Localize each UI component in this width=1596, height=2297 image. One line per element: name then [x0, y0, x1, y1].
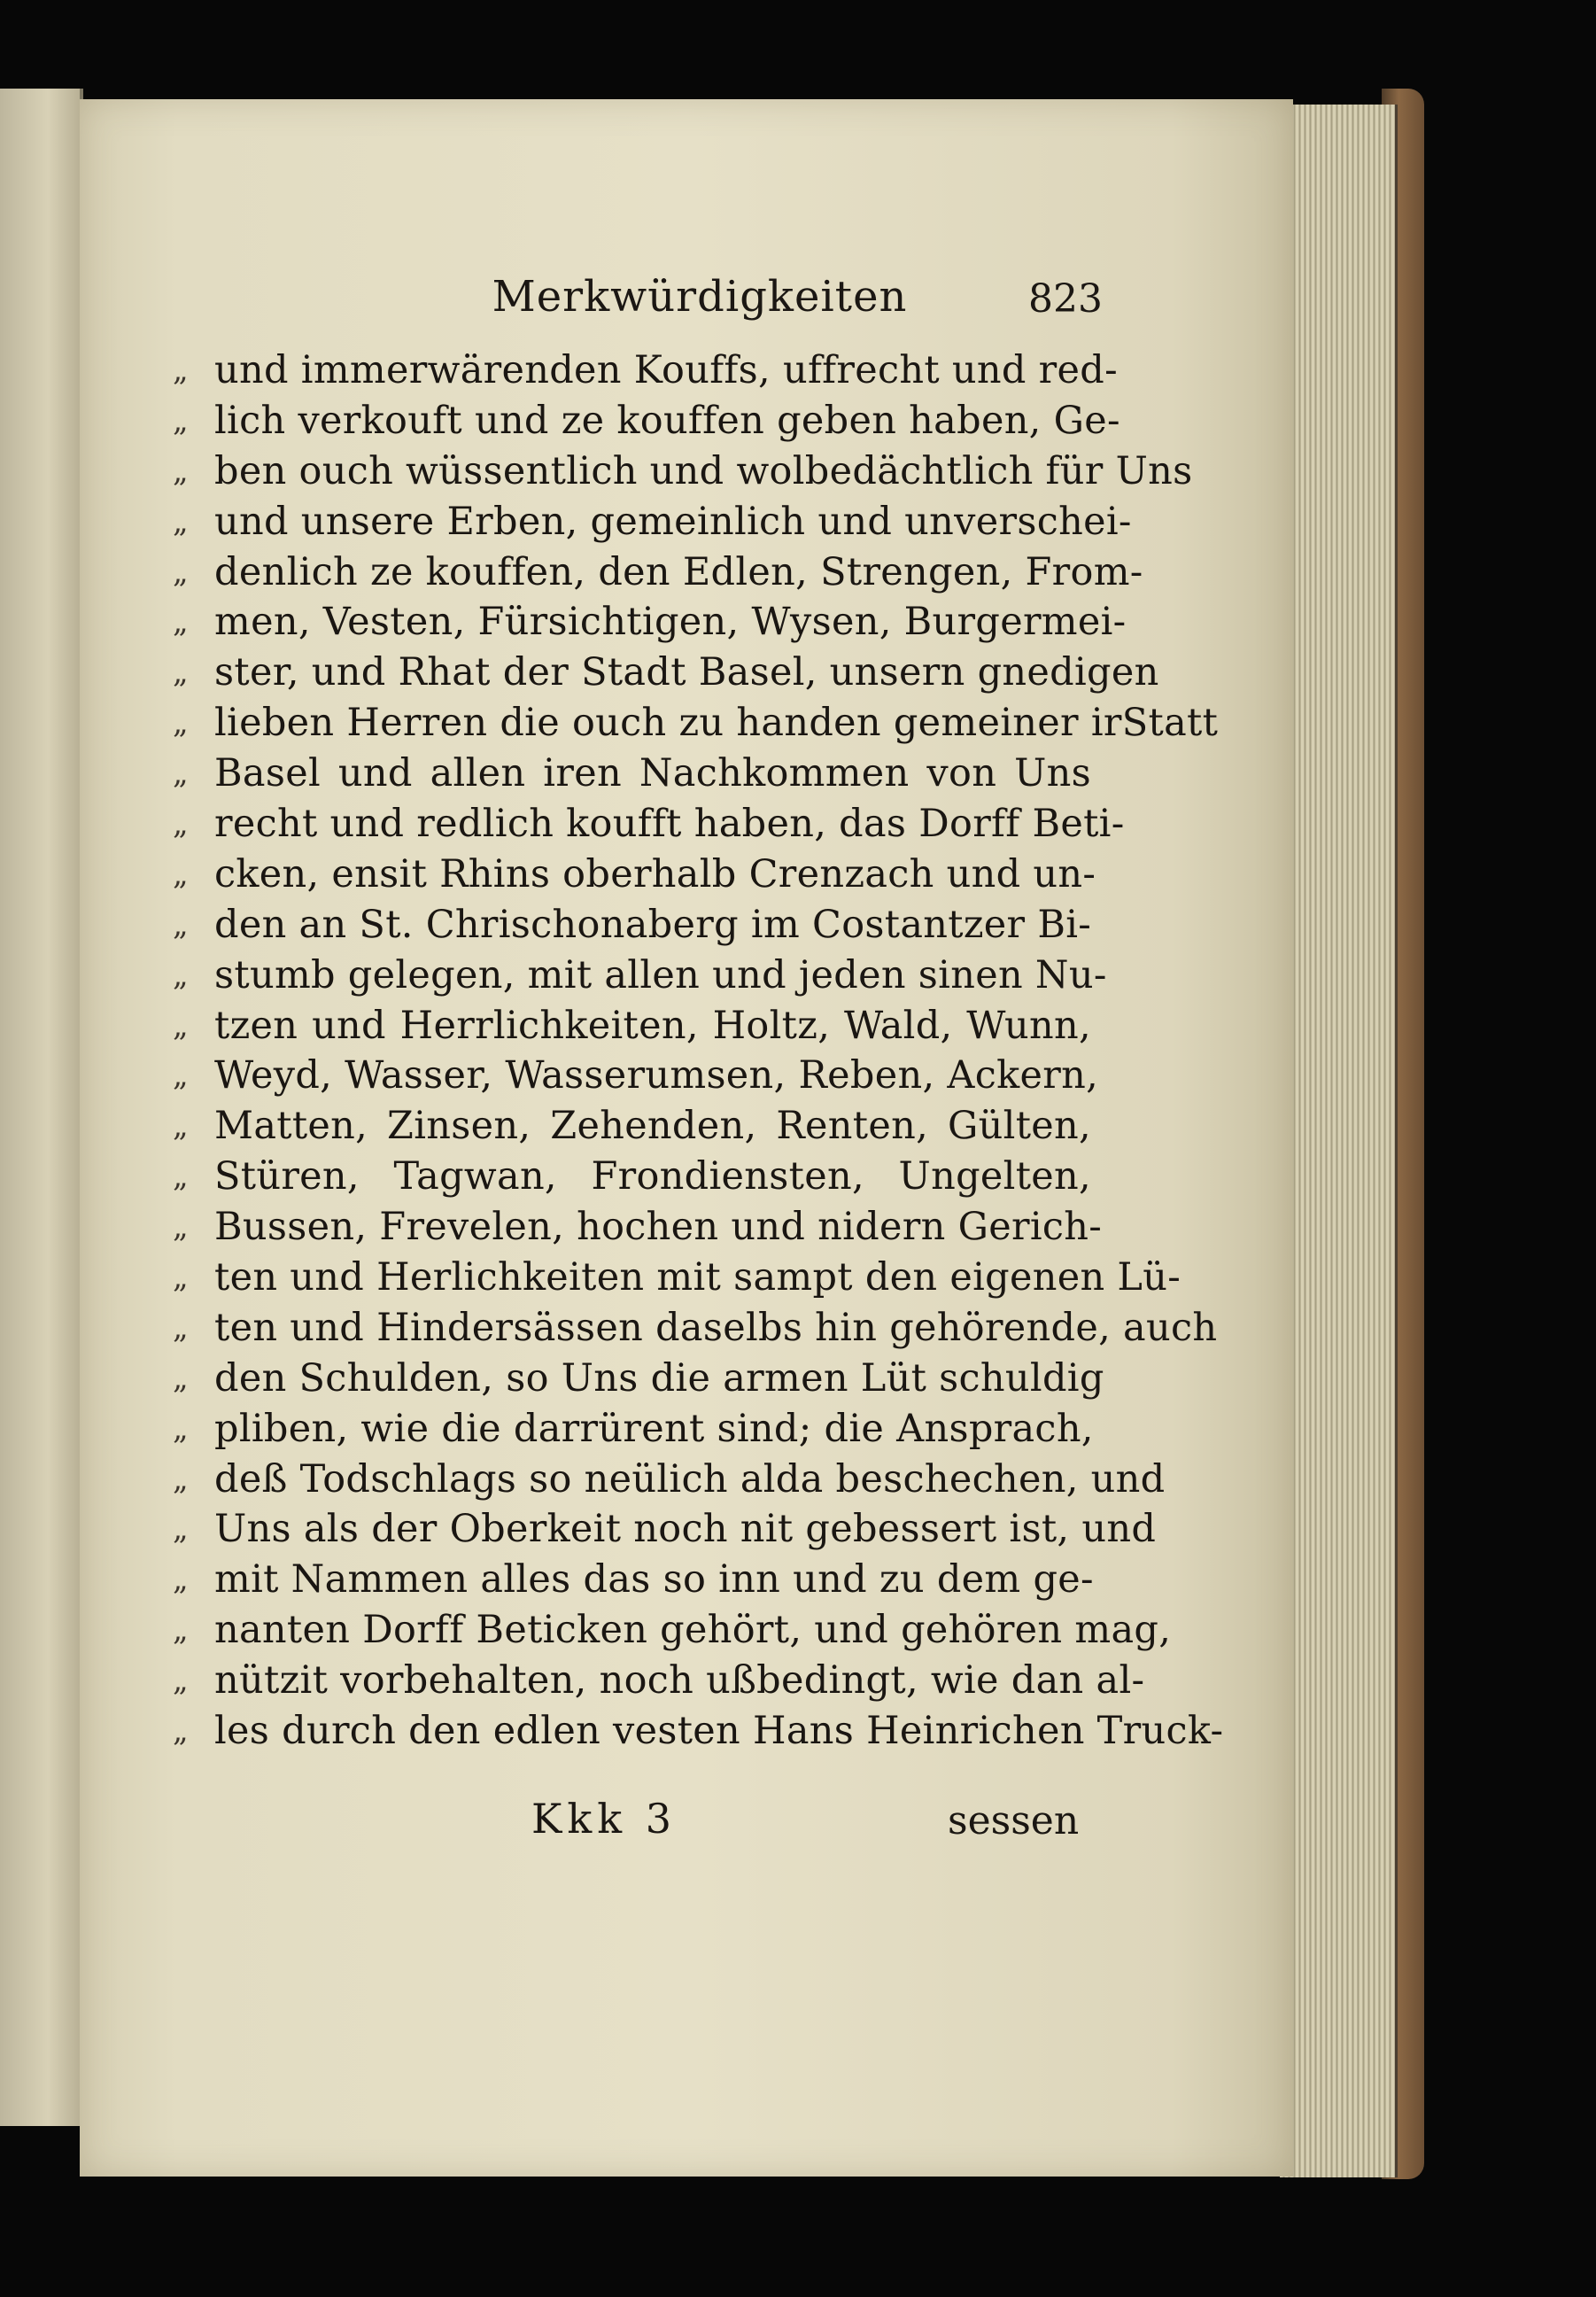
- quote-mark: „: [173, 1713, 189, 1750]
- quote-mark: „: [173, 1007, 189, 1044]
- text-line: [164, 648, 1159, 698]
- text-line: [164, 1455, 1166, 1505]
- text-line: [164, 951, 1107, 1001]
- text-line: [164, 1051, 1099, 1101]
- text-line: [164, 1152, 1089, 1202]
- signature-mark: Kkk 3: [531, 1795, 678, 1843]
- quote-mark: „: [173, 353, 189, 388]
- text-line: [164, 396, 1120, 446]
- line-text: nanten Dorff Beticken gehört, und gehören mag,: [214, 1608, 1172, 1653]
- text-line: [164, 1101, 1089, 1152]
- text-line: [164, 1354, 1104, 1404]
- line-text: Stüren, Tagwan, Frondiensten, Ungelten,: [214, 1154, 1091, 1199]
- quote-mark: „: [173, 554, 189, 590]
- quote-mark: „: [173, 1209, 189, 1246]
- quote-mark: „: [173, 1562, 189, 1598]
- line-text: deß Todschlags so neülich alda beschechen, und: [214, 1456, 1166, 1502]
- body-text: [164, 345, 1224, 1757]
- text-line: [164, 1303, 1218, 1354]
- text-line: [164, 1555, 1094, 1605]
- quote-mark: „: [173, 806, 189, 842]
- quote-mark: „: [173, 503, 189, 539]
- text-line: [164, 597, 1127, 648]
- quote-mark: „: [173, 1663, 189, 1699]
- page-number: 823: [1028, 276, 1103, 322]
- line-text: und immerwärenden Kouffs, uffrecht und red-: [214, 348, 1118, 392]
- line-text: les durch den edlen vesten Hans Heinrichen Truck-: [214, 1709, 1224, 1754]
- text-line: [164, 850, 1096, 900]
- text-line: [164, 1605, 1172, 1656]
- line-text: men, Vesten, Fürsichtigen, Wysen, Burgermei-: [214, 600, 1127, 645]
- text-line: [164, 1253, 1182, 1303]
- facing-page: [0, 89, 83, 2126]
- text-line: [164, 1202, 1103, 1253]
- line-text: ten und Hindersässen daselbs hin gehörende, auch: [214, 1305, 1218, 1350]
- page-edges: [1280, 105, 1398, 2177]
- line-text: Weyd, Wasser, Wasserumsen, Reben, Ackern,: [214, 1053, 1099, 1098]
- text-line: [164, 345, 1118, 396]
- quote-mark: „: [173, 1511, 189, 1548]
- text-line: [164, 1706, 1224, 1757]
- line-text: ben ouch wüssentlich und wolbedächtlich für Uns: [214, 448, 1193, 493]
- line-text: cken, ensit Rhins oberhalb Crenzach und un-: [214, 851, 1096, 896]
- text-line: [164, 749, 1089, 799]
- text-line: [164, 799, 1125, 850]
- quote-mark: „: [173, 1108, 189, 1145]
- line-text: Uns als der Oberkeit noch nit gebessert ist, und: [214, 1507, 1157, 1552]
- line-text: nützit vorbehalten, noch ußbedingt, wie dan al-: [214, 1658, 1145, 1703]
- text-line: [164, 446, 1193, 497]
- quote-mark: „: [173, 1410, 189, 1447]
- quote-mark: „: [173, 906, 189, 943]
- text-line: [164, 547, 1143, 598]
- text-line: [164, 1001, 1089, 1051]
- quote-mark: „: [173, 1058, 189, 1094]
- quote-mark: „: [173, 655, 189, 691]
- line-text: lich verkouft und ze kouffen geben haben, Ge-: [214, 398, 1120, 443]
- line-text: den Schulden, so Uns die armen Lüt schuldig: [214, 1355, 1104, 1401]
- line-text: stumb gelegen, mit allen und jeden sinen Nu-: [214, 952, 1107, 997]
- line-text: ten und Herlichkeiten mit sampt den eigenen Lü-: [214, 1255, 1182, 1300]
- line-text: den an St. Chrischonaberg im Costantzer Bi-: [214, 902, 1092, 947]
- line-text: Matten, Zinsen, Zehenden, Renten, Gülten,: [214, 1104, 1091, 1149]
- running-head: Merkwürdigkeiten: [492, 272, 908, 322]
- quote-mark: „: [173, 1159, 189, 1195]
- line-text: Bussen, Frevelen, hochen und nidern Gerich-: [214, 1205, 1103, 1250]
- quote-mark: „: [173, 705, 189, 741]
- text-line: [164, 1404, 1094, 1455]
- quote-mark: „: [173, 1360, 189, 1396]
- line-text: recht und redlich koufft haben, das Dorff Beti-: [214, 802, 1125, 847]
- quote-mark: „: [173, 756, 189, 792]
- quote-mark: „: [173, 856, 189, 892]
- line-text: pliben, wie die darrürent sind; die Ansprach,: [214, 1406, 1094, 1451]
- quote-mark: „: [173, 1309, 189, 1346]
- catchword: sessen: [948, 1798, 1080, 1843]
- quote-mark: „: [173, 604, 189, 640]
- line-text: tzen und Herrlichkeiten, Holtz, Wald, Wunn,: [214, 1003, 1091, 1048]
- line-text: ster, und Rhat der Stadt Basel, unsern gnedigen: [214, 650, 1159, 695]
- quote-mark: „: [173, 1260, 189, 1296]
- line-text: und unsere Erben, gemeinlich und unverschei-: [214, 499, 1132, 544]
- text-line: [164, 698, 1219, 749]
- line-text: mit Nammen alles das so inn und zu dem ge-: [214, 1557, 1094, 1602]
- text-line: [164, 497, 1132, 547]
- line-text: Basel und allen iren Nachkommen von Uns: [214, 751, 1091, 796]
- quote-mark: „: [173, 453, 189, 489]
- quote-mark: „: [173, 402, 189, 438]
- quote-mark: „: [173, 1612, 189, 1649]
- line-text: denlich ze kouffen, den Edlen, Strengen, From-: [214, 549, 1143, 594]
- quote-mark: „: [173, 957, 189, 993]
- line-text: lieben Herren die ouch zu handen gemeiner irStatt: [214, 701, 1219, 746]
- text-line: [164, 1656, 1145, 1706]
- text-line: [164, 1504, 1157, 1555]
- quote-mark: „: [173, 1461, 189, 1497]
- text-line: [164, 900, 1092, 951]
